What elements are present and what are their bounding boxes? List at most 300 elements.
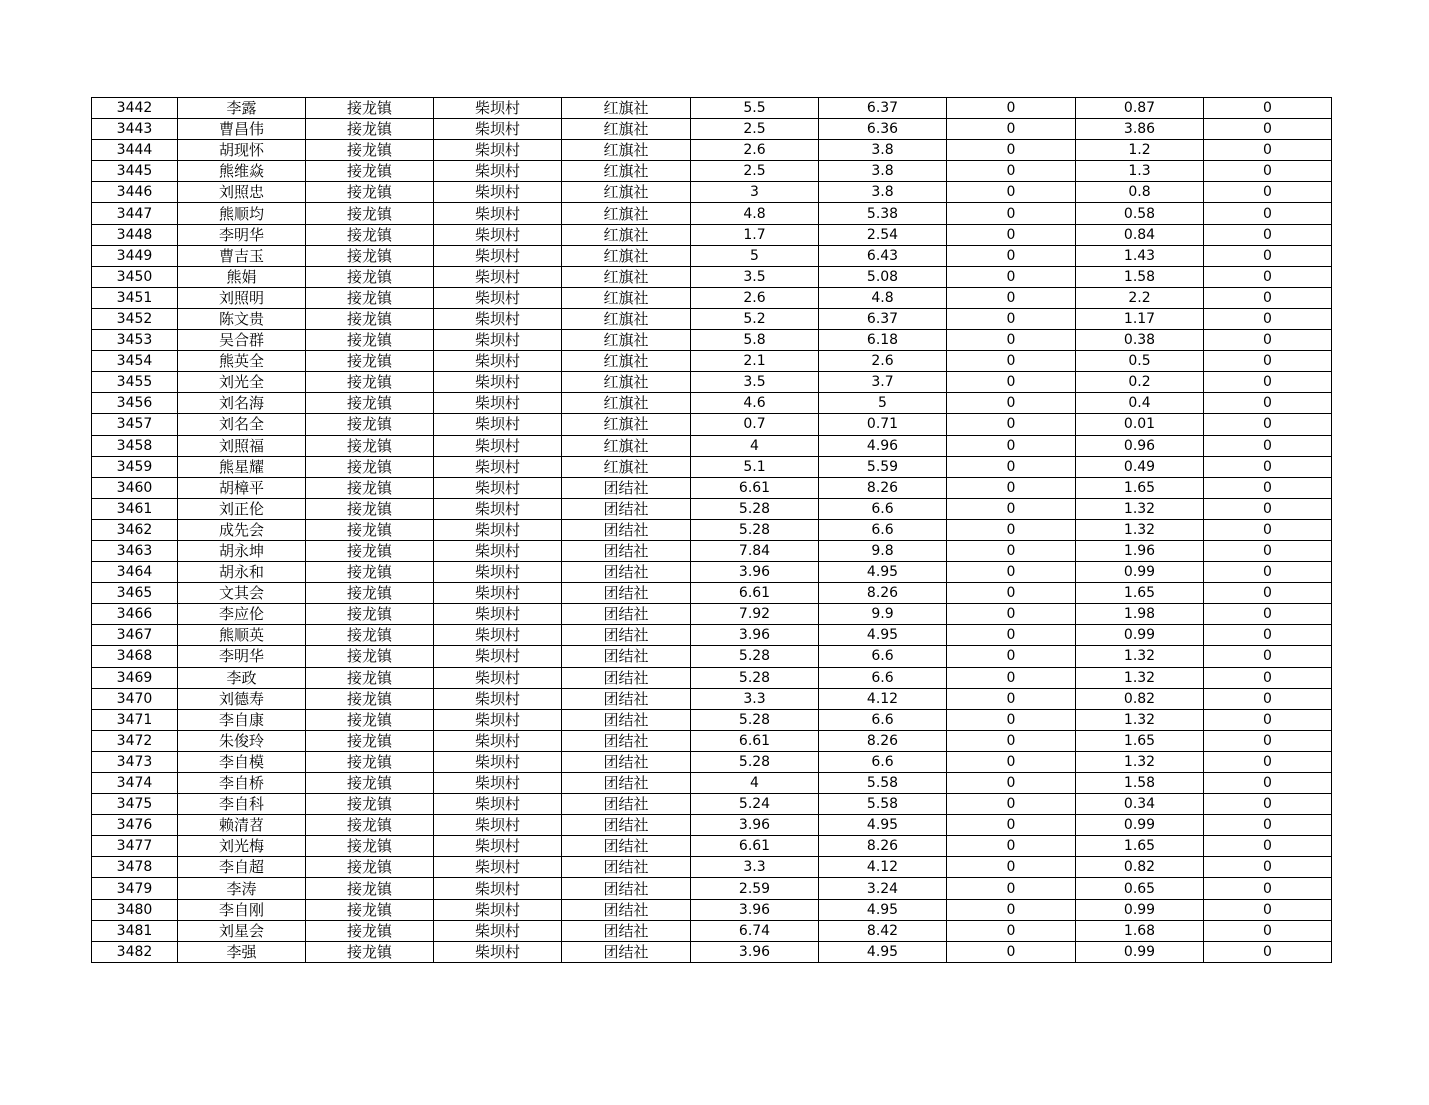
cell-col6: 4 (691, 773, 819, 794)
cell-col10: 0 (1204, 308, 1332, 329)
cell-id: 3445 (92, 161, 178, 182)
cell-group: 红旗社 (562, 161, 691, 182)
cell-id: 3443 (92, 119, 178, 140)
cell-name: 熊顺英 (178, 625, 306, 646)
cell-col6: 5.28 (691, 519, 819, 540)
cell-col6: 2.5 (691, 161, 819, 182)
cell-group: 团结社 (562, 773, 691, 794)
cell-col6: 3.96 (691, 899, 819, 920)
cell-col10: 0 (1204, 941, 1332, 962)
cell-col10: 0 (1204, 330, 1332, 351)
cell-name: 李自刚 (178, 899, 306, 920)
cell-town: 接龙镇 (306, 161, 434, 182)
cell-village: 柴坝村 (434, 583, 562, 604)
table-row (92, 562, 1332, 583)
cell-col6: 0.7 (691, 414, 819, 435)
cell-col6: 5.2 (691, 308, 819, 329)
cell-id: 3460 (92, 477, 178, 498)
cell-col10: 0 (1204, 477, 1332, 498)
cell-col6: 3.96 (691, 815, 819, 836)
cell-col6: 3.96 (691, 625, 819, 646)
cell-group: 团结社 (562, 857, 691, 878)
cell-col7: 4.12 (819, 857, 947, 878)
cell-name: 朱俊玲 (178, 730, 306, 751)
cell-village: 柴坝村 (434, 182, 562, 203)
cell-col9: 0.58 (1076, 203, 1204, 224)
cell-col10: 0 (1204, 456, 1332, 477)
cell-col6: 6.74 (691, 920, 819, 941)
cell-col9: 1.32 (1076, 751, 1204, 772)
cell-name: 李自桥 (178, 773, 306, 794)
table-row (92, 266, 1332, 287)
cell-id: 3479 (92, 878, 178, 899)
cell-id: 3474 (92, 773, 178, 794)
table-row (92, 456, 1332, 477)
cell-col6: 3.3 (691, 688, 819, 709)
cell-id: 3469 (92, 667, 178, 688)
cell-village: 柴坝村 (434, 625, 562, 646)
table-row (92, 794, 1332, 815)
cell-group: 红旗社 (562, 245, 691, 266)
cell-col10: 0 (1204, 773, 1332, 794)
cell-town: 接龙镇 (306, 519, 434, 540)
cell-col9: 0.49 (1076, 456, 1204, 477)
cell-col6: 3 (691, 182, 819, 203)
cell-id: 3473 (92, 751, 178, 772)
cell-group: 红旗社 (562, 224, 691, 245)
cell-col9: 1.2 (1076, 140, 1204, 161)
cell-village: 柴坝村 (434, 562, 562, 583)
cell-col9: 1.43 (1076, 245, 1204, 266)
cell-col10: 0 (1204, 224, 1332, 245)
cell-town: 接龙镇 (306, 266, 434, 287)
cell-col6: 5.28 (691, 667, 819, 688)
cell-name: 李明华 (178, 646, 306, 667)
cell-col8: 0 (947, 688, 1076, 709)
cell-village: 柴坝村 (434, 519, 562, 540)
cell-col9: 0.34 (1076, 794, 1204, 815)
cell-col7: 5.58 (819, 794, 947, 815)
cell-group: 团结社 (562, 562, 691, 583)
cell-group: 红旗社 (562, 456, 691, 477)
cell-col10: 0 (1204, 604, 1332, 625)
cell-town: 接龙镇 (306, 920, 434, 941)
cell-col9: 1.32 (1076, 498, 1204, 519)
cell-col8: 0 (947, 899, 1076, 920)
cell-village: 柴坝村 (434, 794, 562, 815)
cell-col9: 1.65 (1076, 836, 1204, 857)
cell-col8: 0 (947, 456, 1076, 477)
cell-id: 3470 (92, 688, 178, 709)
cell-col10: 0 (1204, 266, 1332, 287)
cell-village: 柴坝村 (434, 414, 562, 435)
cell-col9: 0.99 (1076, 625, 1204, 646)
cell-group: 团结社 (562, 646, 691, 667)
table-row (92, 119, 1332, 140)
cell-town: 接龙镇 (306, 330, 434, 351)
cell-name: 刘名海 (178, 393, 306, 414)
cell-id: 3462 (92, 519, 178, 540)
cell-town: 接龙镇 (306, 414, 434, 435)
cell-col7: 8.26 (819, 836, 947, 857)
cell-col6: 6.61 (691, 477, 819, 498)
cell-col8: 0 (947, 498, 1076, 519)
cell-col8: 0 (947, 920, 1076, 941)
cell-col10: 0 (1204, 435, 1332, 456)
table-row (92, 140, 1332, 161)
cell-col8: 0 (947, 857, 1076, 878)
cell-town: 接龙镇 (306, 604, 434, 625)
cell-col7: 4.95 (819, 562, 947, 583)
cell-town: 接龙镇 (306, 667, 434, 688)
cell-name: 李强 (178, 941, 306, 962)
table-row (92, 414, 1332, 435)
cell-col7: 3.7 (819, 372, 947, 393)
cell-village: 柴坝村 (434, 498, 562, 519)
cell-col6: 5.5 (691, 98, 819, 119)
cell-name: 熊娟 (178, 266, 306, 287)
cell-col9: 1.65 (1076, 730, 1204, 751)
cell-col9: 0.96 (1076, 435, 1204, 456)
cell-village: 柴坝村 (434, 330, 562, 351)
cell-name: 李露 (178, 98, 306, 119)
table-row (92, 540, 1332, 561)
cell-col6: 5.1 (691, 456, 819, 477)
cell-village: 柴坝村 (434, 941, 562, 962)
cell-group: 红旗社 (562, 182, 691, 203)
cell-name: 刘名全 (178, 414, 306, 435)
cell-name: 李涛 (178, 878, 306, 899)
cell-col7: 5.38 (819, 203, 947, 224)
cell-id: 3449 (92, 245, 178, 266)
cell-col7: 4.95 (819, 941, 947, 962)
cell-col8: 0 (947, 98, 1076, 119)
table-row (92, 351, 1332, 372)
cell-name: 李自超 (178, 857, 306, 878)
cell-col7: 8.42 (819, 920, 947, 941)
cell-id: 3461 (92, 498, 178, 519)
cell-id: 3444 (92, 140, 178, 161)
cell-id: 3457 (92, 414, 178, 435)
cell-town: 接龙镇 (306, 562, 434, 583)
cell-name: 熊英全 (178, 351, 306, 372)
cell-col10: 0 (1204, 498, 1332, 519)
cell-town: 接龙镇 (306, 372, 434, 393)
cell-col10: 0 (1204, 836, 1332, 857)
cell-name: 刘德寿 (178, 688, 306, 709)
cell-group: 红旗社 (562, 203, 691, 224)
cell-town: 接龙镇 (306, 878, 434, 899)
table-body (92, 98, 1332, 963)
cell-town: 接龙镇 (306, 203, 434, 224)
cell-col10: 0 (1204, 393, 1332, 414)
cell-town: 接龙镇 (306, 941, 434, 962)
cell-group: 团结社 (562, 836, 691, 857)
table-row (92, 498, 1332, 519)
cell-col10: 0 (1204, 857, 1332, 878)
cell-col10: 0 (1204, 815, 1332, 836)
cell-id: 3450 (92, 266, 178, 287)
cell-town: 接龙镇 (306, 351, 434, 372)
cell-col8: 0 (947, 140, 1076, 161)
cell-col6: 2.1 (691, 351, 819, 372)
cell-name: 刘星会 (178, 920, 306, 941)
cell-village: 柴坝村 (434, 372, 562, 393)
cell-id: 3468 (92, 646, 178, 667)
cell-group: 红旗社 (562, 393, 691, 414)
cell-town: 接龙镇 (306, 646, 434, 667)
cell-town: 接龙镇 (306, 224, 434, 245)
cell-col9: 1.65 (1076, 583, 1204, 604)
cell-col8: 0 (947, 604, 1076, 625)
cell-col9: 1.58 (1076, 773, 1204, 794)
cell-col8: 0 (947, 815, 1076, 836)
cell-col7: 3.24 (819, 878, 947, 899)
cell-name: 文其会 (178, 583, 306, 604)
table-row (92, 688, 1332, 709)
table-row (92, 245, 1332, 266)
cell-town: 接龙镇 (306, 730, 434, 751)
cell-town: 接龙镇 (306, 287, 434, 308)
cell-group: 红旗社 (562, 98, 691, 119)
cell-col10: 0 (1204, 646, 1332, 667)
cell-id: 3452 (92, 308, 178, 329)
cell-name: 胡樟平 (178, 477, 306, 498)
cell-col6: 5.24 (691, 794, 819, 815)
table-row (92, 161, 1332, 182)
cell-name: 胡现怀 (178, 140, 306, 161)
cell-town: 接龙镇 (306, 583, 434, 604)
cell-col7: 4.96 (819, 435, 947, 456)
cell-village: 柴坝村 (434, 709, 562, 730)
cell-col7: 6.6 (819, 498, 947, 519)
cell-col10: 0 (1204, 751, 1332, 772)
table-row (92, 583, 1332, 604)
table-row (92, 287, 1332, 308)
cell-col7: 9.8 (819, 540, 947, 561)
cell-group: 红旗社 (562, 287, 691, 308)
cell-col7: 6.6 (819, 519, 947, 540)
cell-col8: 0 (947, 667, 1076, 688)
cell-group: 团结社 (562, 709, 691, 730)
cell-col10: 0 (1204, 98, 1332, 119)
cell-id: 3447 (92, 203, 178, 224)
cell-col8: 0 (947, 203, 1076, 224)
cell-group: 红旗社 (562, 119, 691, 140)
cell-col6: 3.96 (691, 941, 819, 962)
cell-id: 3475 (92, 794, 178, 815)
table-row (92, 773, 1332, 794)
cell-group: 团结社 (562, 477, 691, 498)
cell-name: 熊星耀 (178, 456, 306, 477)
cell-id: 3464 (92, 562, 178, 583)
cell-name: 刘照忠 (178, 182, 306, 203)
cell-town: 接龙镇 (306, 540, 434, 561)
cell-col10: 0 (1204, 920, 1332, 941)
cell-col10: 0 (1204, 540, 1332, 561)
cell-col8: 0 (947, 182, 1076, 203)
cell-village: 柴坝村 (434, 920, 562, 941)
cell-group: 团结社 (562, 730, 691, 751)
cell-col10: 0 (1204, 730, 1332, 751)
cell-village: 柴坝村 (434, 477, 562, 498)
cell-group: 团结社 (562, 583, 691, 604)
cell-col8: 0 (947, 308, 1076, 329)
cell-village: 柴坝村 (434, 899, 562, 920)
table-row (92, 625, 1332, 646)
cell-village: 柴坝村 (434, 287, 562, 308)
cell-id: 3466 (92, 604, 178, 625)
cell-col8: 0 (947, 583, 1076, 604)
cell-col10: 0 (1204, 899, 1332, 920)
cell-village: 柴坝村 (434, 161, 562, 182)
cell-col8: 0 (947, 562, 1076, 583)
cell-village: 柴坝村 (434, 224, 562, 245)
cell-name: 李自科 (178, 794, 306, 815)
cell-town: 接龙镇 (306, 794, 434, 815)
cell-col8: 0 (947, 435, 1076, 456)
cell-col6: 2.6 (691, 140, 819, 161)
cell-group: 团结社 (562, 899, 691, 920)
cell-group: 团结社 (562, 604, 691, 625)
cell-col7: 4.95 (819, 625, 947, 646)
cell-name: 刘照明 (178, 287, 306, 308)
cell-col8: 0 (947, 330, 1076, 351)
cell-name: 曹昌伟 (178, 119, 306, 140)
cell-col10: 0 (1204, 203, 1332, 224)
cell-name: 李政 (178, 667, 306, 688)
cell-name: 陈文贵 (178, 308, 306, 329)
cell-id: 3463 (92, 540, 178, 561)
cell-town: 接龙镇 (306, 308, 434, 329)
cell-town: 接龙镇 (306, 119, 434, 140)
data-table (91, 97, 1332, 963)
cell-village: 柴坝村 (434, 119, 562, 140)
table-row (92, 878, 1332, 899)
cell-col9: 1.65 (1076, 477, 1204, 498)
cell-col10: 0 (1204, 245, 1332, 266)
cell-group: 团结社 (562, 751, 691, 772)
cell-group: 团结社 (562, 667, 691, 688)
cell-col7: 6.6 (819, 667, 947, 688)
cell-col9: 1.32 (1076, 519, 1204, 540)
cell-col9: 0.87 (1076, 98, 1204, 119)
cell-col9: 1.32 (1076, 709, 1204, 730)
cell-col8: 0 (947, 351, 1076, 372)
table-row (92, 857, 1332, 878)
cell-col7: 3.8 (819, 182, 947, 203)
cell-name: 熊维焱 (178, 161, 306, 182)
cell-col9: 0.4 (1076, 393, 1204, 414)
table-row (92, 182, 1332, 203)
cell-col9: 1.98 (1076, 604, 1204, 625)
table-row (92, 941, 1332, 962)
cell-col6: 5.28 (691, 709, 819, 730)
table-row (92, 836, 1332, 857)
cell-col7: 6.6 (819, 646, 947, 667)
cell-col6: 5.28 (691, 498, 819, 519)
cell-col8: 0 (947, 266, 1076, 287)
cell-col7: 2.54 (819, 224, 947, 245)
cell-col8: 0 (947, 625, 1076, 646)
cell-col9: 1.32 (1076, 667, 1204, 688)
cell-col8: 0 (947, 878, 1076, 899)
cell-group: 红旗社 (562, 372, 691, 393)
cell-group: 红旗社 (562, 351, 691, 372)
cell-col8: 0 (947, 709, 1076, 730)
cell-town: 接龙镇 (306, 815, 434, 836)
cell-col8: 0 (947, 119, 1076, 140)
cell-village: 柴坝村 (434, 667, 562, 688)
cell-col7: 0.71 (819, 414, 947, 435)
cell-col10: 0 (1204, 140, 1332, 161)
cell-name: 刘正伦 (178, 498, 306, 519)
cell-village: 柴坝村 (434, 435, 562, 456)
cell-group: 红旗社 (562, 266, 691, 287)
cell-village: 柴坝村 (434, 604, 562, 625)
cell-col8: 0 (947, 730, 1076, 751)
cell-col6: 7.84 (691, 540, 819, 561)
cell-village: 柴坝村 (434, 308, 562, 329)
cell-col8: 0 (947, 224, 1076, 245)
cell-group: 团结社 (562, 540, 691, 561)
cell-town: 接龙镇 (306, 751, 434, 772)
cell-col10: 0 (1204, 287, 1332, 308)
cell-col8: 0 (947, 245, 1076, 266)
cell-col8: 0 (947, 287, 1076, 308)
cell-col7: 4.95 (819, 899, 947, 920)
cell-col9: 1.58 (1076, 266, 1204, 287)
cell-col6: 6.61 (691, 836, 819, 857)
cell-group: 红旗社 (562, 330, 691, 351)
cell-village: 柴坝村 (434, 646, 562, 667)
cell-col9: 0.82 (1076, 688, 1204, 709)
cell-id: 3477 (92, 836, 178, 857)
cell-col7: 5 (819, 393, 947, 414)
cell-id: 3442 (92, 98, 178, 119)
cell-group: 红旗社 (562, 435, 691, 456)
cell-col6: 4 (691, 435, 819, 456)
cell-group: 团结社 (562, 794, 691, 815)
table-row (92, 98, 1332, 119)
cell-col9: 0.99 (1076, 941, 1204, 962)
cell-col7: 4.12 (819, 688, 947, 709)
cell-village: 柴坝村 (434, 857, 562, 878)
table-row (92, 308, 1332, 329)
table-row (92, 435, 1332, 456)
cell-group: 团结社 (562, 815, 691, 836)
cell-col9: 1.96 (1076, 540, 1204, 561)
cell-col9: 0.99 (1076, 899, 1204, 920)
cell-col9: 0.5 (1076, 351, 1204, 372)
cell-town: 接龙镇 (306, 98, 434, 119)
cell-col9: 0.8 (1076, 182, 1204, 203)
cell-village: 柴坝村 (434, 393, 562, 414)
cell-col9: 0.01 (1076, 414, 1204, 435)
cell-town: 接龙镇 (306, 435, 434, 456)
cell-col9: 0.38 (1076, 330, 1204, 351)
cell-col6: 7.92 (691, 604, 819, 625)
cell-col9: 1.32 (1076, 646, 1204, 667)
cell-col10: 0 (1204, 709, 1332, 730)
cell-id: 3482 (92, 941, 178, 962)
cell-col6: 6.61 (691, 730, 819, 751)
cell-id: 3465 (92, 583, 178, 604)
cell-col8: 0 (947, 773, 1076, 794)
cell-col8: 0 (947, 393, 1076, 414)
cell-col6: 1.7 (691, 224, 819, 245)
cell-col7: 8.26 (819, 583, 947, 604)
